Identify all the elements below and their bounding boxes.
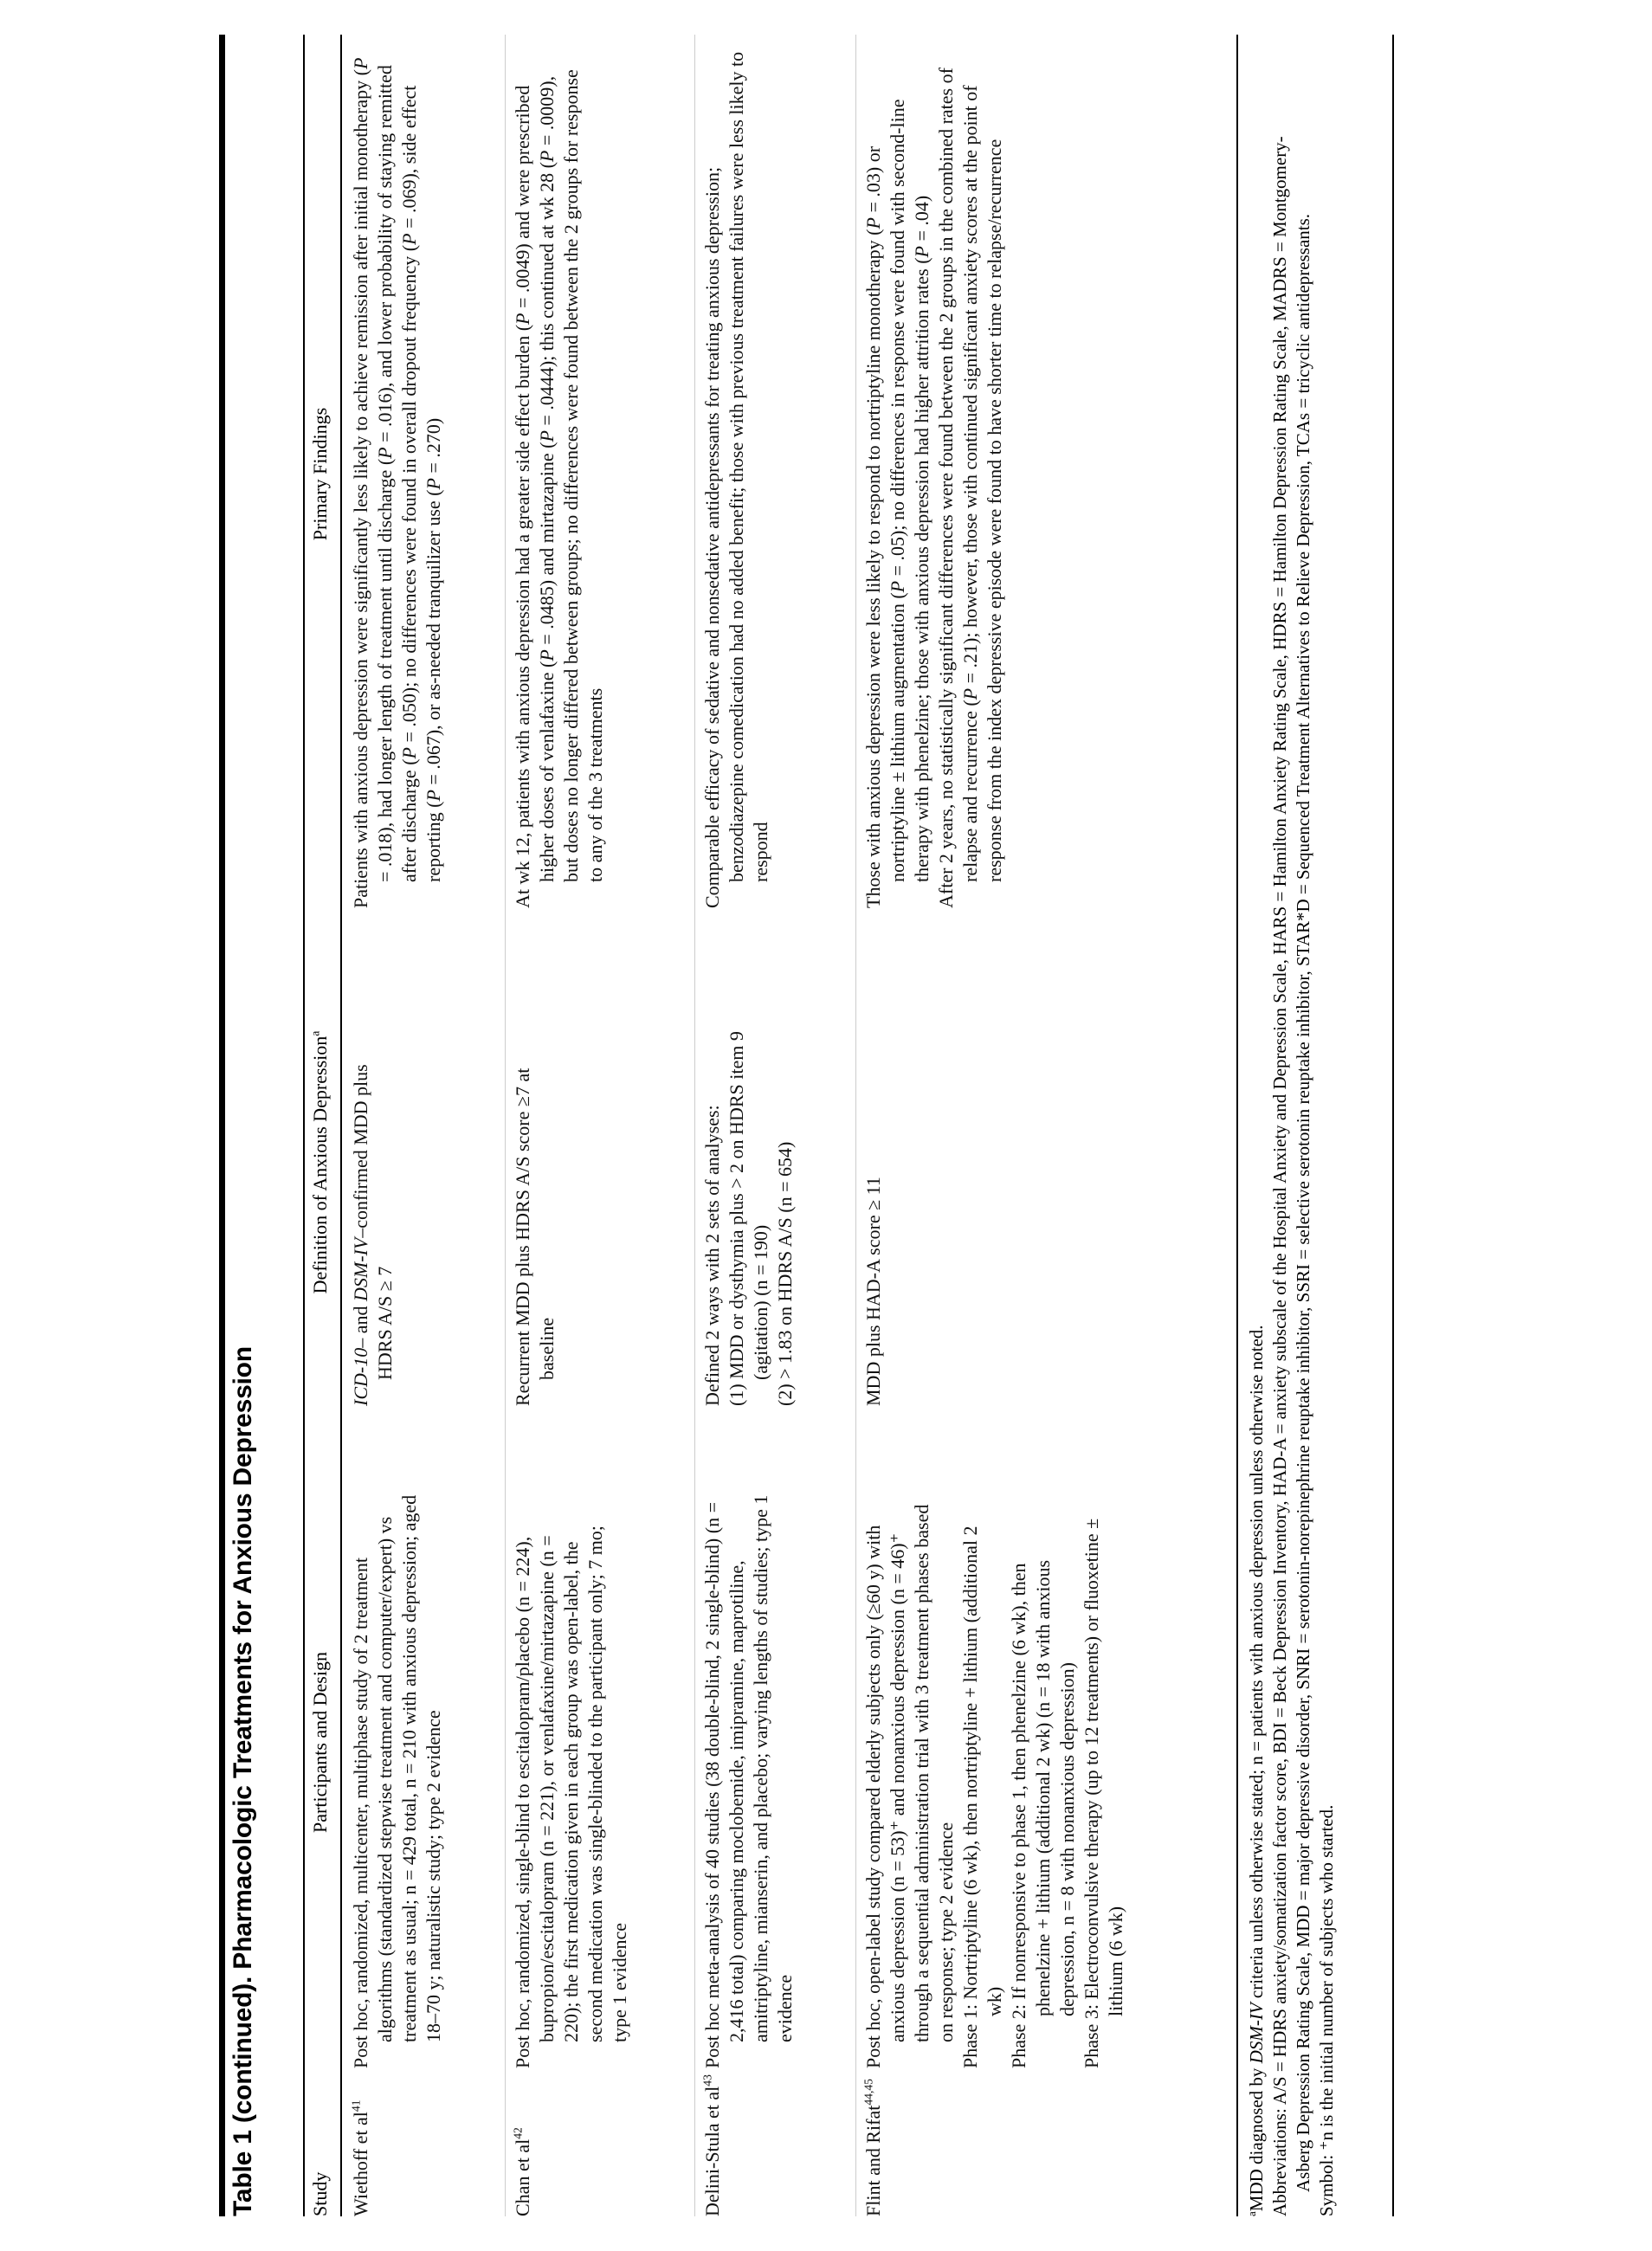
definition-footnote-marker: a	[308, 1030, 322, 1036]
study-cell	[861, 2068, 886, 2216]
study-reference: 44,45	[861, 2079, 875, 2106]
study-name: Flint and Rifat	[862, 2105, 884, 2216]
table-top-rule	[219, 35, 225, 2216]
column-header-study: Study	[309, 2171, 331, 2216]
participants-phase-paragraph: Phase 3: Electroconvulsive therapy (up to 12 treatments) or fluoxetine ± lithium (6 wk)	[1081, 1518, 1126, 2068]
table-body	[344, 35, 1128, 2216]
column-header-participants: Participants and Design	[309, 1652, 331, 1833]
table-row	[505, 35, 694, 2216]
participants-cell	[700, 1406, 797, 2068]
table-title: Table 1 (continued). Pharmacologic Treatments for Anxious Depression	[229, 1346, 257, 2216]
findings-cell	[700, 29, 773, 908]
study-name: Wiethoff et al	[350, 2112, 371, 2216]
findings-paragraph: After 2 years, no statistically significant differences were found between the 2 groups in the combined rates of relapse and recurrence (P = .21); however, those with continued significant anxiety scores at the point of response from the index depressive episode were found to have shorter time to relapse/recurrence	[935, 68, 1005, 908]
column-header-definition-label: Definition of Anxious Depression	[309, 1035, 331, 1294]
footnote-symbol	[1315, 113, 1339, 2216]
definition-cell	[511, 908, 559, 1406]
findings-paragraph: Those with anxious depression were less likely to respond to nortriptyline monotherapy (P = .03) or nortriptyline ± lithium augmentation (P = .05); no differences in response were found with second-line therapy with phenelzine; those with anxious depression had higher attrition rates (P = .04)	[862, 99, 932, 908]
body-bottom-rule	[1236, 35, 1238, 2216]
participants-cell	[349, 1406, 446, 2068]
column-header-row	[309, 35, 340, 2216]
definition-cell	[700, 908, 797, 1406]
participants-phase-paragraph: Phase 2: If nonresponsive to phase 1, then phenelzine (6 wk), then phenelzine + lithium (additional 2 wk) (n = 18 with anxious depression, n = 8 with nonanxious depression)	[1008, 1559, 1078, 2068]
footnote-text: Symbol: ⁺n is the initial number of subjects who started.	[1316, 1804, 1337, 2216]
definition-paragraph: (1) MDD or dysthymia plus > 2 on HDRS item 9 (agitation) (n = 190)	[726, 1031, 771, 1406]
findings-paragraph: Patients with anxious depression were significantly less likely to achieve remission after initial monotherapy (P = .018), had longer length of treatment until discharge (P = .016), and lower probability of staying remitted after discharge (P = .050); no differences were found in overall dropout frequency (P = .069), side effect reporting (P = .067), or as-needed tranquilizer use (P = .270)	[350, 57, 444, 908]
findings-cell	[511, 29, 608, 908]
participants-phase-paragraph: Phase 1: Nortriptyline (6 wk), then nortriptyline + lithium (additional 2 wk)	[959, 1525, 1005, 2068]
footnote-text: Abbreviations: A/S = HDRS anxiety/somatization factor score, BDI = Beck Depression Inventory, HAD-A = anxiety subscale of the Hospital Anxiety and Depression Scale, HARS = Hamilton Anxiety Rating Scale, HDRS = Hamilton Depression Rating Scale, MADRS = Montgomery-Asberg Depression Rating Scale, MDD = major depressive disorder, SNRI = serotonin-norepinephrine reuptake inhibitor, SSRI = selective serotonin reuptake inhibitor, STAR*D = Sequenced Treatment Alternatives to Relieve Depression, TCAs = tricyclic antidepressants.	[1269, 136, 1313, 2216]
column-header-findings: Primary Findings	[309, 407, 331, 541]
definition-cell	[861, 908, 886, 1406]
participants-cell	[511, 1406, 632, 2068]
findings-paragraph: At wk 12, patients with anxious depression had a greater side effect burden (P = .0049) and were prescribed higher doses of venlafaxine (P = .0485) and mirtazapine (P = .0444); this continued at wk 28 (P = .0009), but doses no longer differed between groups; no differences were found between the 2 groups for response to any of the 3 treatments	[512, 69, 606, 908]
footnote-marker: a	[1245, 2211, 1258, 2216]
column-header-definition	[309, 913, 340, 1411]
footnote-abbreviations	[1268, 113, 1315, 2216]
footnote-text: MDD diagnosed by DSM-IV criteria unless otherwise stated; n = patients with anxious depression unless otherwise noted.	[1246, 1325, 1267, 2212]
participants-paragraph: Post hoc, randomized, single-blind to escitalopram/placebo (n = 224), bupropion/escitalopram (n = 221), or venlafaxine/mirtazapine (n = 220); the first medication given in each group was open-label, the second medication was single-blinded to the participant only; 7 mo; type 1 evidence	[512, 1525, 630, 2068]
study-cell	[511, 2068, 535, 2216]
participants-paragraph: Post hoc, open-label study compared elderly subjects only (≥60 y) with anxious depression (n = 53)⁺ and nonanxious depression (n = 46)⁺ through a sequential administration trial with 3 treatment phases based on response; type 2 evidence	[862, 1504, 957, 2068]
study-cell	[349, 2068, 373, 2216]
definition-paragraph: MDD plus HAD-A score ≥ 11	[862, 1177, 884, 1406]
definition-cell	[349, 908, 397, 1406]
study-reference: 41	[349, 2099, 363, 2112]
definition-paragraph: (2) > 1.83 on HDRS A/S (n = 654)	[774, 1141, 796, 1406]
study-cell	[700, 2068, 725, 2216]
findings-cell	[861, 29, 1007, 908]
definition-paragraph: Defined 2 ways with 2 sets of analyses:	[701, 1105, 723, 1406]
findings-paragraph: Comparable efficacy of sedative and nonsedative antidepressants for treating anxious depression; benzodiazepine comedication had no added benefit; those with previous treatment failures were less likely to respond	[701, 51, 771, 908]
header-bottom-rule	[340, 35, 342, 2216]
footnote-block	[1245, 113, 1339, 2216]
footnote-diagnosis	[1245, 113, 1268, 2216]
participants-paragraph: Post hoc meta-analysis of 40 studies (38 double-blind, 2 single-blind) (n = 2,416 total) comparing moclobemide, imipramine, maprotiline, amitriptyline, mianserin, and placebo; varying lengths of studies; type 1 evidence	[701, 1494, 796, 2068]
table-row	[855, 35, 1128, 2216]
header-top-rule	[303, 35, 305, 2216]
table-row	[344, 35, 505, 2216]
participants-cell	[861, 1406, 1128, 2068]
table-row	[694, 35, 855, 2216]
study-name: Delini-Stula et al	[701, 2086, 723, 2216]
definition-paragraph: ICD-10– and DSM-IV–confirmed MDD plus HDRS A/S ≥ 7	[350, 1064, 396, 1406]
table-final-rule	[1392, 35, 1394, 2216]
study-reference: 42	[511, 2127, 525, 2139]
definition-paragraph: Recurrent MDD plus HDRS A/S score ≥7 at baseline	[512, 1067, 558, 1406]
study-name: Chan et al	[512, 2138, 533, 2216]
participants-paragraph: Post hoc, randomized, multicenter, multiphase study of 2 treatment algorithms (standardized stepwise treatment and computer/expert) vs treatment as usual; n = 429 total, n = 210 with anxious depression; aged 18–70 y; naturalistic study; type 2 evidence	[350, 1494, 444, 2068]
study-reference: 43	[700, 2074, 714, 2087]
findings-cell	[349, 29, 446, 908]
